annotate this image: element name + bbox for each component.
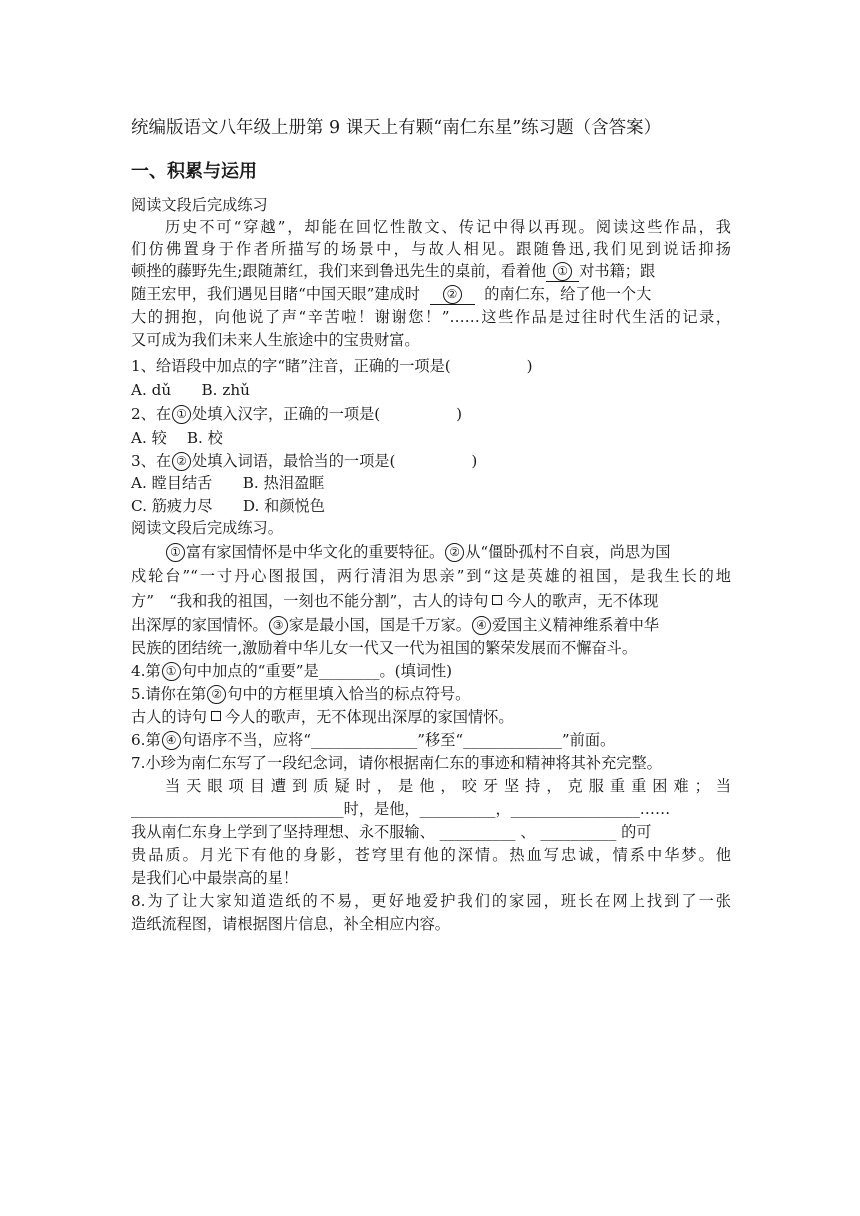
question-4 (131, 660, 731, 682)
question-5 (131, 683, 731, 705)
circle-number-1: ① (162, 662, 181, 681)
text-fragment: 5.请你在第 (131, 685, 207, 703)
question-5-sentence (131, 706, 731, 728)
passage1-line: 大的拥抱，向他说了声“辛苦啦！谢谢您！”……这些作品是过往时代生活的记录， (131, 308, 731, 326)
passage1-line: 历史不可“穿越”，却能在回忆性散文、传记中得以再现。阅读这些作品，我 (165, 218, 731, 236)
question-3-options-ab: A. 瞠目结舌 B. 热泪盈眶 (131, 474, 325, 492)
question-7-line: 是我们心中最崇高的星！ (131, 869, 299, 887)
text-fragment: 今人的歌声，无不体现 (506, 592, 659, 610)
text-fragment: 出深厚的家国情怀。 (131, 616, 268, 634)
question-1-stem: 1、给语段中加点的字“睹”注音，正确的一项是( ) (131, 357, 533, 375)
blank-1 (546, 262, 579, 282)
circle-number-2: ② (207, 685, 226, 704)
punctuation-box (211, 711, 221, 721)
passage1-line: 们仿佛置身于作者所描写的场景中，与故人相见。跟随鲁迅,我们见到说话抑扬 (131, 240, 731, 258)
passage2-line: 戍轮台”“一寸丹心图报国，两行清泪为思亲”到“这是英雄的祖国，是我生长的地 (131, 567, 731, 585)
text-fragment: 顿挫的藤野先生;跟随萧红，我们来到鲁迅先生的桌前，看着他 (131, 262, 547, 280)
text-fragment: 今人的歌声，无不体现出深厚的家国情怀。 (224, 708, 514, 726)
text-fragment: 6.第 (131, 731, 161, 749)
section-heading: 一、积累与运用 (131, 161, 257, 182)
question-3-stem (131, 450, 731, 472)
text-fragment: 句中的方框里填入恰当的标点符号。 (227, 685, 471, 703)
text-fragment: 的南仁东，给了他一个大 (484, 285, 652, 303)
question-7-line: 当天眼项目遭到质疑时，是他，咬牙坚持，克服重重困难；当 (165, 777, 731, 795)
text-fragment: 从“僵卧孤村不自哀，尚思为国 (465, 543, 671, 561)
text-fragment: 古人的诗句 (131, 708, 207, 726)
question-2-stem (131, 403, 731, 425)
question-7-line: ____________________________时，是他，__________，_________________…… (131, 800, 671, 818)
circle-number-2: ② (445, 543, 464, 562)
text-fragment: 句语序不当，应将“______________”移至“_____________”前面。 (181, 731, 616, 749)
passage2-intro: 阅读文段后完成练习。 (131, 519, 283, 537)
question-6 (131, 729, 731, 751)
passage2-line: 民族的团结统一,激励着中华儿女一代又一代为祖国的繁荣发展而不懈奋斗。 (131, 639, 638, 657)
passage2-line (131, 590, 731, 612)
circle-number-4: ④ (472, 616, 491, 635)
text-fragment: 方” “我和我的祖国，一刻也不能分割”，古人的诗句 (131, 592, 489, 610)
passage2-line (165, 541, 731, 563)
text-fragment: 对书籍；跟 (579, 262, 656, 280)
circle-number-1: ① (166, 543, 185, 562)
passage1-line: 又可成为我们未来人生旅途中的宝贵财富。 (131, 331, 420, 349)
text-fragment: 处填入词语，最恰当的一项是( ) (192, 452, 478, 470)
question-7-line: 贵品质。月光下有他的身影，苍穹里有他的深情。热血写忠诚，情系中华梦。他 (131, 846, 731, 864)
passage2-line (131, 614, 731, 636)
text-fragment: 4.第 (131, 662, 161, 680)
text-fragment: 句中加点的“重要”是________。(填词性) (181, 662, 453, 680)
blank-2 (430, 285, 475, 305)
question-2-options: A. 较 B. 校 (131, 429, 223, 447)
passage1-line (131, 283, 731, 305)
text-fragment: 随王宏甲，我们遇见目睹“中国天眼”建成时 (131, 285, 420, 303)
document-title: 统编版语文八年级上册第 9 课天上有颗“南仁东星”练习题（含答案） (131, 118, 662, 138)
text-fragment: 爱国主义精神维系着中华 (491, 616, 659, 634)
question-8-line: 8.为了让大家知道造纸的不易，更好地爱护我们的家园，班长在网上找到了一张 (131, 892, 731, 910)
circle-number-2: ② (172, 452, 191, 471)
question-7-stem: 7.小珍为南仁东写了一段纪念词，请你根据南仁东的事迹和精神将其补充完整。 (131, 754, 662, 772)
text-fragment: 富有家国情怀是中华文化的重要特征。 (186, 543, 445, 561)
question-3-options-cd: C. 筋疲力尽 D. 和颜悦色 (131, 497, 325, 515)
text-fragment: 家是最小国，国是千万家。 (288, 616, 471, 634)
question-1-options: A. dǔ B. zhǔ (131, 381, 250, 399)
circle-number-3: ③ (269, 616, 288, 635)
text-fragment: 处填入汉字，正确的一项是( ) (192, 405, 463, 423)
circle-number-1: ① (172, 405, 191, 424)
text-fragment: 2、在 (131, 405, 172, 423)
question-7-line: 我从南仁东身上学到了坚持理想、永不服输、 __________ 、 __________ 的可 (131, 823, 652, 841)
passage1-line (131, 260, 731, 282)
circle-number-2: ② (443, 285, 462, 304)
circle-number-4: ④ (162, 731, 181, 750)
punctuation-box (492, 595, 502, 605)
text-fragment: 3、在 (131, 452, 172, 470)
question-8-line: 造纸流程图，请根据图片信息，补全相应内容。 (131, 915, 450, 933)
circle-number-1: ① (553, 262, 572, 281)
passage1-intro: 阅读文段后完成练习 (131, 196, 268, 214)
